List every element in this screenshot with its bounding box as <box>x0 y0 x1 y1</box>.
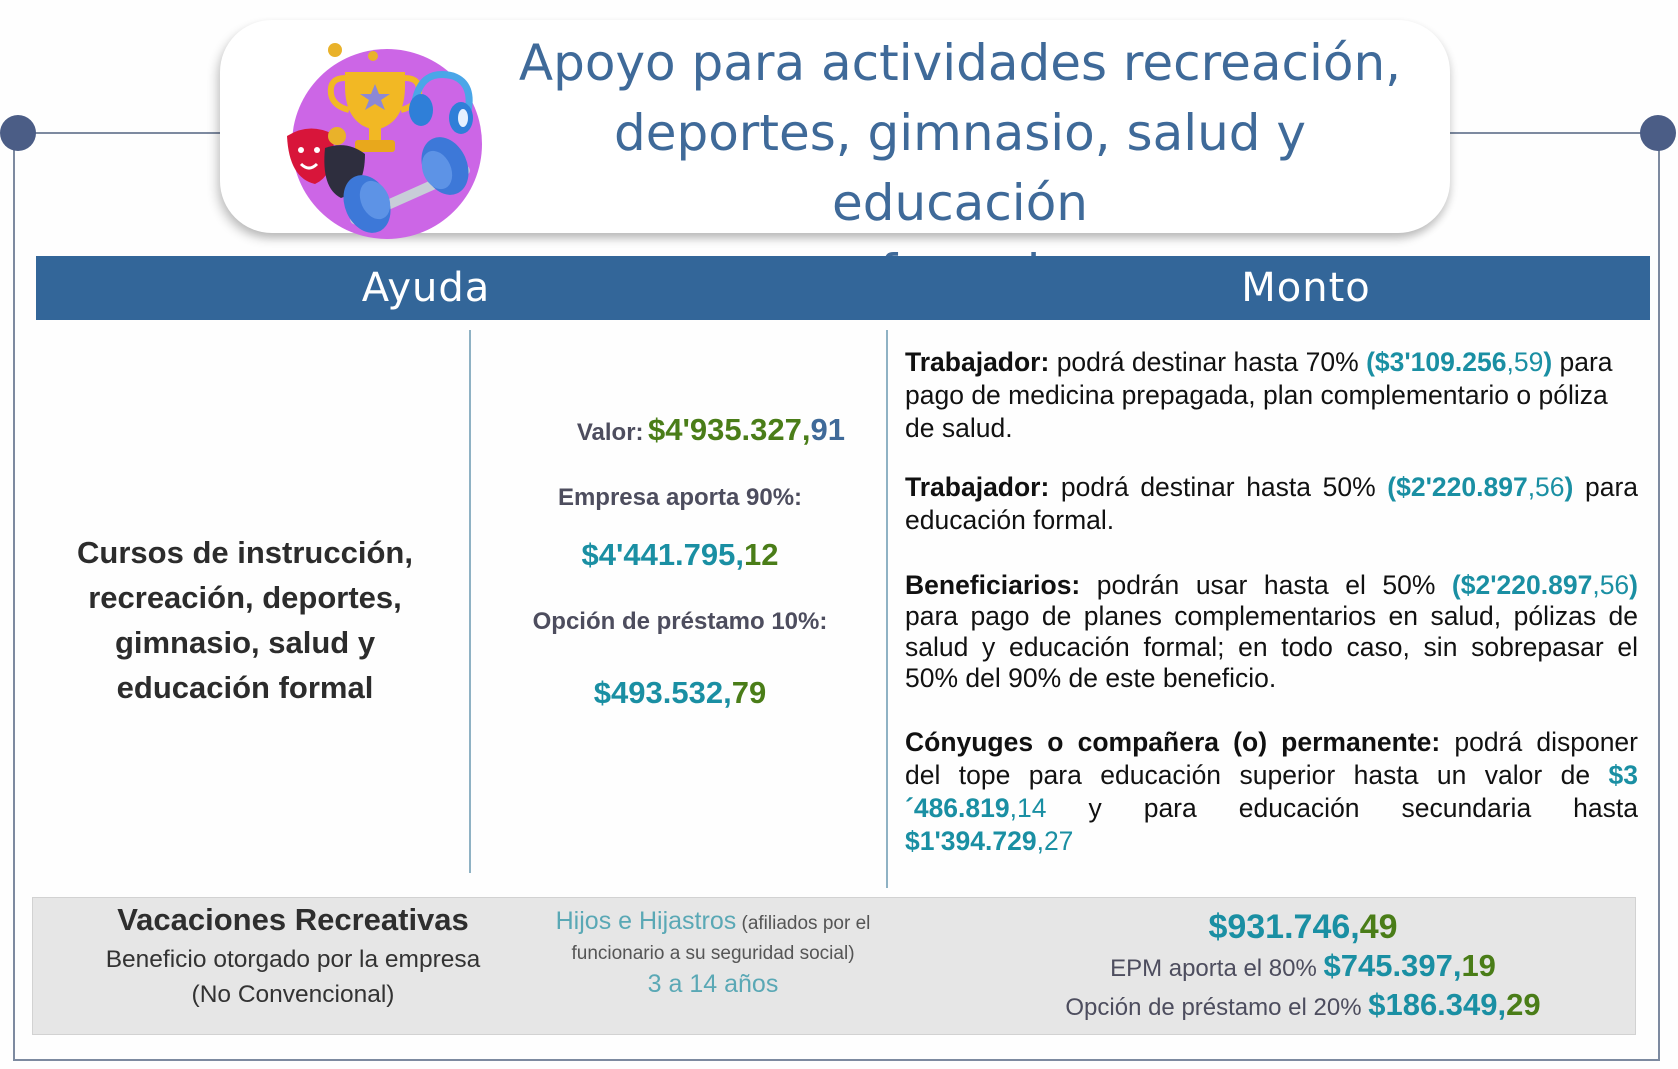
ayuda-line: educación formal <box>116 670 374 705</box>
header-ayuda: Ayuda <box>361 265 491 311</box>
amount-cents: ,56 <box>1527 472 1565 502</box>
paragraph-text: podrá destinar hasta 70% <box>1049 347 1367 377</box>
amount-main: $2'220.897 <box>1396 472 1528 502</box>
valor-row <box>480 412 845 448</box>
amount-main: $3'109.256 <box>1374 347 1507 377</box>
amount-open: ( <box>1366 347 1375 377</box>
subtitle-line: Beneficio otorgado por la empresa <box>105 946 481 973</box>
monto-paragraph-conyuges <box>905 726 1638 858</box>
ayuda-line: recreación, deportes, <box>88 580 402 615</box>
valor-label: Valor: <box>576 419 644 446</box>
beneficiaries-label: Hijos e Hijastros <box>555 907 737 935</box>
monto-paragraph-beneficiarios <box>905 570 1638 694</box>
subtitle-line: (No Convencional) <box>191 981 395 1008</box>
monto-paragraph-trabajador-salud <box>905 346 1638 445</box>
paragraph-lead: Trabajador: <box>905 347 1050 377</box>
amount-main: $3´486.819 <box>905 760 1638 823</box>
amount-close: ) <box>1543 347 1553 377</box>
table-header <box>36 256 1650 320</box>
paragraph-lead: Trabajador: <box>905 472 1050 502</box>
paragraph-middle: y para educación secundaria hasta <box>1046 793 1638 823</box>
frame-left-line <box>13 133 15 1061</box>
frame-bottom-line <box>13 1059 1660 1061</box>
prestamo-cents: 79 <box>731 675 767 710</box>
frame-left-dot <box>0 115 36 151</box>
amount-cents: ,27 <box>1036 826 1074 856</box>
vacaciones-amounts <box>973 906 1633 1026</box>
paragraph-text: podrá disponer del tope para educación superior hasta un valor de <box>905 727 1638 790</box>
title-line-1: Apoyo para actividades recreación, <box>518 34 1402 92</box>
prestamo-amount-row <box>480 675 880 711</box>
empresa-amount: $4'441.795, <box>581 537 745 572</box>
amount-cents: ,56 <box>1592 570 1630 600</box>
vacaciones-row <box>32 897 1636 1035</box>
amount-cents: ,14 <box>1009 793 1047 823</box>
loan-amount: $186.349, <box>1368 987 1507 1022</box>
loan-label: Opción de préstamo el 20% <box>1065 994 1362 1021</box>
vacaciones-beneficiaries <box>503 906 923 999</box>
paragraph-tail: para educación formal. <box>905 472 1639 535</box>
paragraph-tail: para pago de planes complementarios en salud, pólizas de salud y educación formal; en todo caso, sin sobrepasar el 50% del 90% de este beneficio. <box>905 601 1638 693</box>
amount-main: $1'394.729 <box>905 826 1037 856</box>
epm-label: EPM aporta el 80% <box>1110 955 1317 982</box>
age-range: 3 a 14 años <box>647 970 779 998</box>
empresa-cents: 12 <box>744 537 779 572</box>
empresa-label: Empresa aporta 90%: <box>557 484 803 511</box>
vacaciones-subtitle <box>53 942 533 1012</box>
paragraph-lead: Cónyuges o compañera (o) permanente: <box>905 727 1441 757</box>
ayuda-line: gimnasio, salud y <box>114 625 376 660</box>
paragraph-tail: para pago de medicina prepagada, plan complementario o póliza de salud. <box>905 347 1613 443</box>
beneficiaries-note: (afiliados por el <box>736 913 871 934</box>
title-card <box>220 20 1450 233</box>
ayuda-cursos <box>40 530 450 710</box>
empresa-amount-row <box>480 537 880 573</box>
column-divider-1 <box>469 330 471 873</box>
prestamo-label: Opción de préstamo 10%: <box>532 608 828 635</box>
vacaciones-total: $931.746, <box>1208 908 1360 946</box>
ayuda-line: Cursos de instrucción, <box>77 535 413 570</box>
prestamo-amount: $493.532, <box>593 675 732 710</box>
paragraph-text: podrán usar hasta el 50% <box>1080 570 1452 600</box>
amount-open: ( <box>1451 570 1461 600</box>
column-divider-2 <box>886 330 888 888</box>
vacaciones-total-cents: 49 <box>1359 908 1398 946</box>
monto-paragraph-trabajador-educacion <box>905 471 1638 537</box>
frame-top-left-line <box>18 132 223 134</box>
frame-top-right-line <box>1450 132 1658 134</box>
amount-cents: ,59 <box>1506 347 1544 377</box>
valor-cents: 91 <box>810 412 845 447</box>
title-line-2: deportes, gimnasio, salud y educación <box>613 104 1307 232</box>
amount-close: ) <box>1629 570 1638 600</box>
header-monto: Monto <box>1241 265 1371 311</box>
valor-amount: $4'935.327, <box>647 412 811 447</box>
epm-amount: $745.397, <box>1323 948 1462 983</box>
beneficiaries-note-2: funcionario a su seguridad social) <box>571 943 855 964</box>
epm-cents: 19 <box>1461 948 1496 983</box>
amount-close: ) <box>1564 472 1574 502</box>
paragraph-text: podrá destinar hasta 50% <box>1049 472 1388 502</box>
amount-main: $2'220.897 <box>1460 570 1593 600</box>
paragraph-lead: Beneficiarios: <box>905 570 1081 600</box>
amount-open: ( <box>1387 472 1397 502</box>
loan-cents: 29 <box>1506 987 1541 1022</box>
vacaciones-title: Vacaciones Recreativas <box>117 902 469 937</box>
trophy-masks-headphones-dumbbell-icon <box>275 32 485 242</box>
frame-right-dot <box>1640 115 1676 151</box>
